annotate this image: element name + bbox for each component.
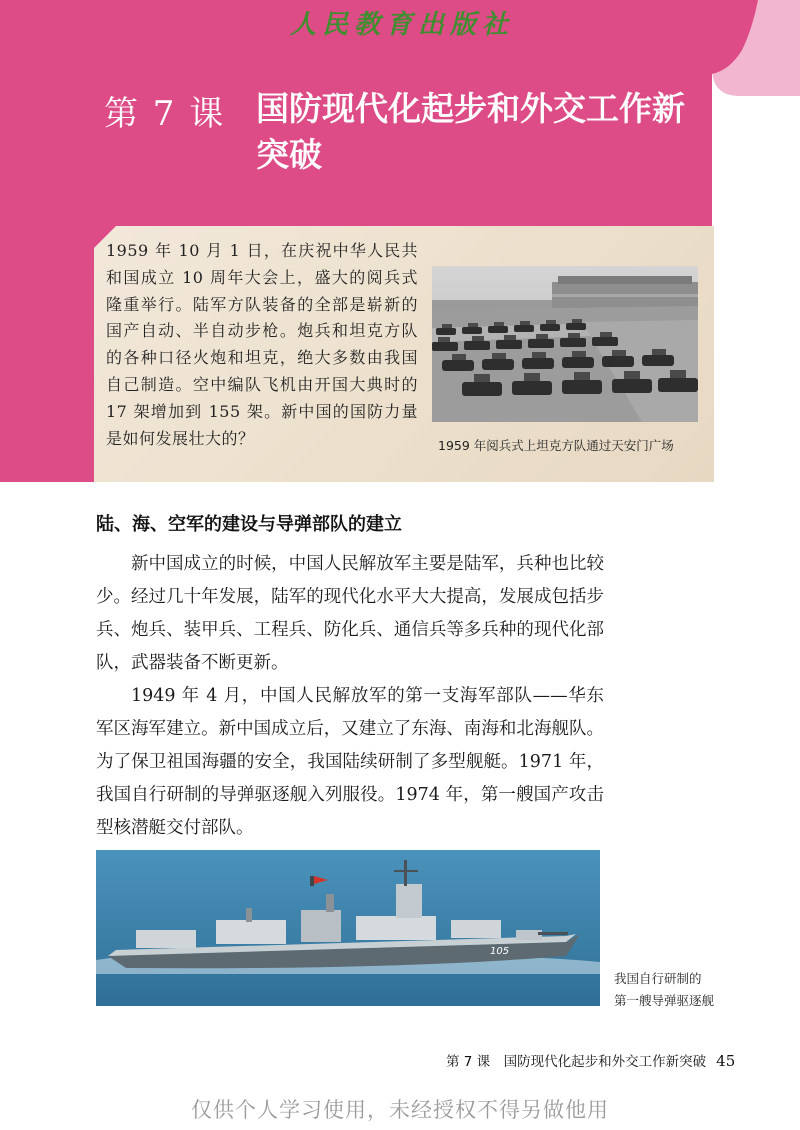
- page-number: 45: [716, 1052, 736, 1070]
- body-text: [96, 548, 604, 845]
- corner-tab-decoration: [712, 0, 800, 96]
- body-paragraph-1: 新中国成立的时候，中国人民解放军主要是陆军，兵种也比较少。经过几十年发展，陆军的现代化水平大大提高，发展成包括步兵、炮兵、装甲兵、工程兵、防化兵、通信兵等多兵种的现代化部队，武器装备不断更新。: [96, 554, 604, 673]
- hull-number: 105: [490, 946, 510, 957]
- destroyer-caption-line-1: 我国自行研制的: [614, 971, 702, 986]
- lesson-title: 国防现代化起步和外交工作新突破: [256, 89, 685, 174]
- body-paragraph-2: 1949 年 4 月，中国人民解放军的第一支海军部队——华东军区海军建立。新中国成立后，又建立了东海、南海和北海舰队。为了保卫祖国海疆的安全，我国陆续研制了多型舰艇。1971 年，我国自行研制的导弹驱逐舰入列服役。1974 年，第一艘国产攻击型核潜艇交付部队。: [96, 686, 604, 838]
- lesson-number: 第 7 课: [104, 94, 226, 134]
- destroyer-caption-line-2: 第一艘导弹驱逐舰: [614, 993, 715, 1008]
- destroyer-photo: [96, 850, 600, 1006]
- parade-photo-caption: 1959 年阅兵式上坦克方队通过天安门广场: [438, 438, 674, 453]
- intro-text: 1959 年 10 月 1 日，在庆祝中华人民共和国成立 10 周年大会上，盛大的阅兵式隆重举行。陆军方队装备的全部是崭新的国产自动、半自动步枪。炮兵和坦克方队的各种口径火炮和坦克，绝大多数由我国自己制造。空中编队飞机由开国大典时的 17 架增加到 155 架。新中国的国防力量是如何发展壮大的？: [106, 241, 418, 448]
- watermark-notice: 仅供个人学习使用，未经授权不得另做他用: [191, 1098, 609, 1122]
- destroyer-photo-caption: [614, 968, 744, 1012]
- parade-photo: [432, 266, 698, 422]
- publisher-logo: 人民教育出版社: [290, 10, 515, 40]
- section-heading: 陆、海、空军的建设与导弹部队的建立: [96, 514, 402, 535]
- running-title: 第 7 课 国防现代化起步和外交工作新突破: [446, 1054, 707, 1070]
- page-footer: [446, 1050, 735, 1070]
